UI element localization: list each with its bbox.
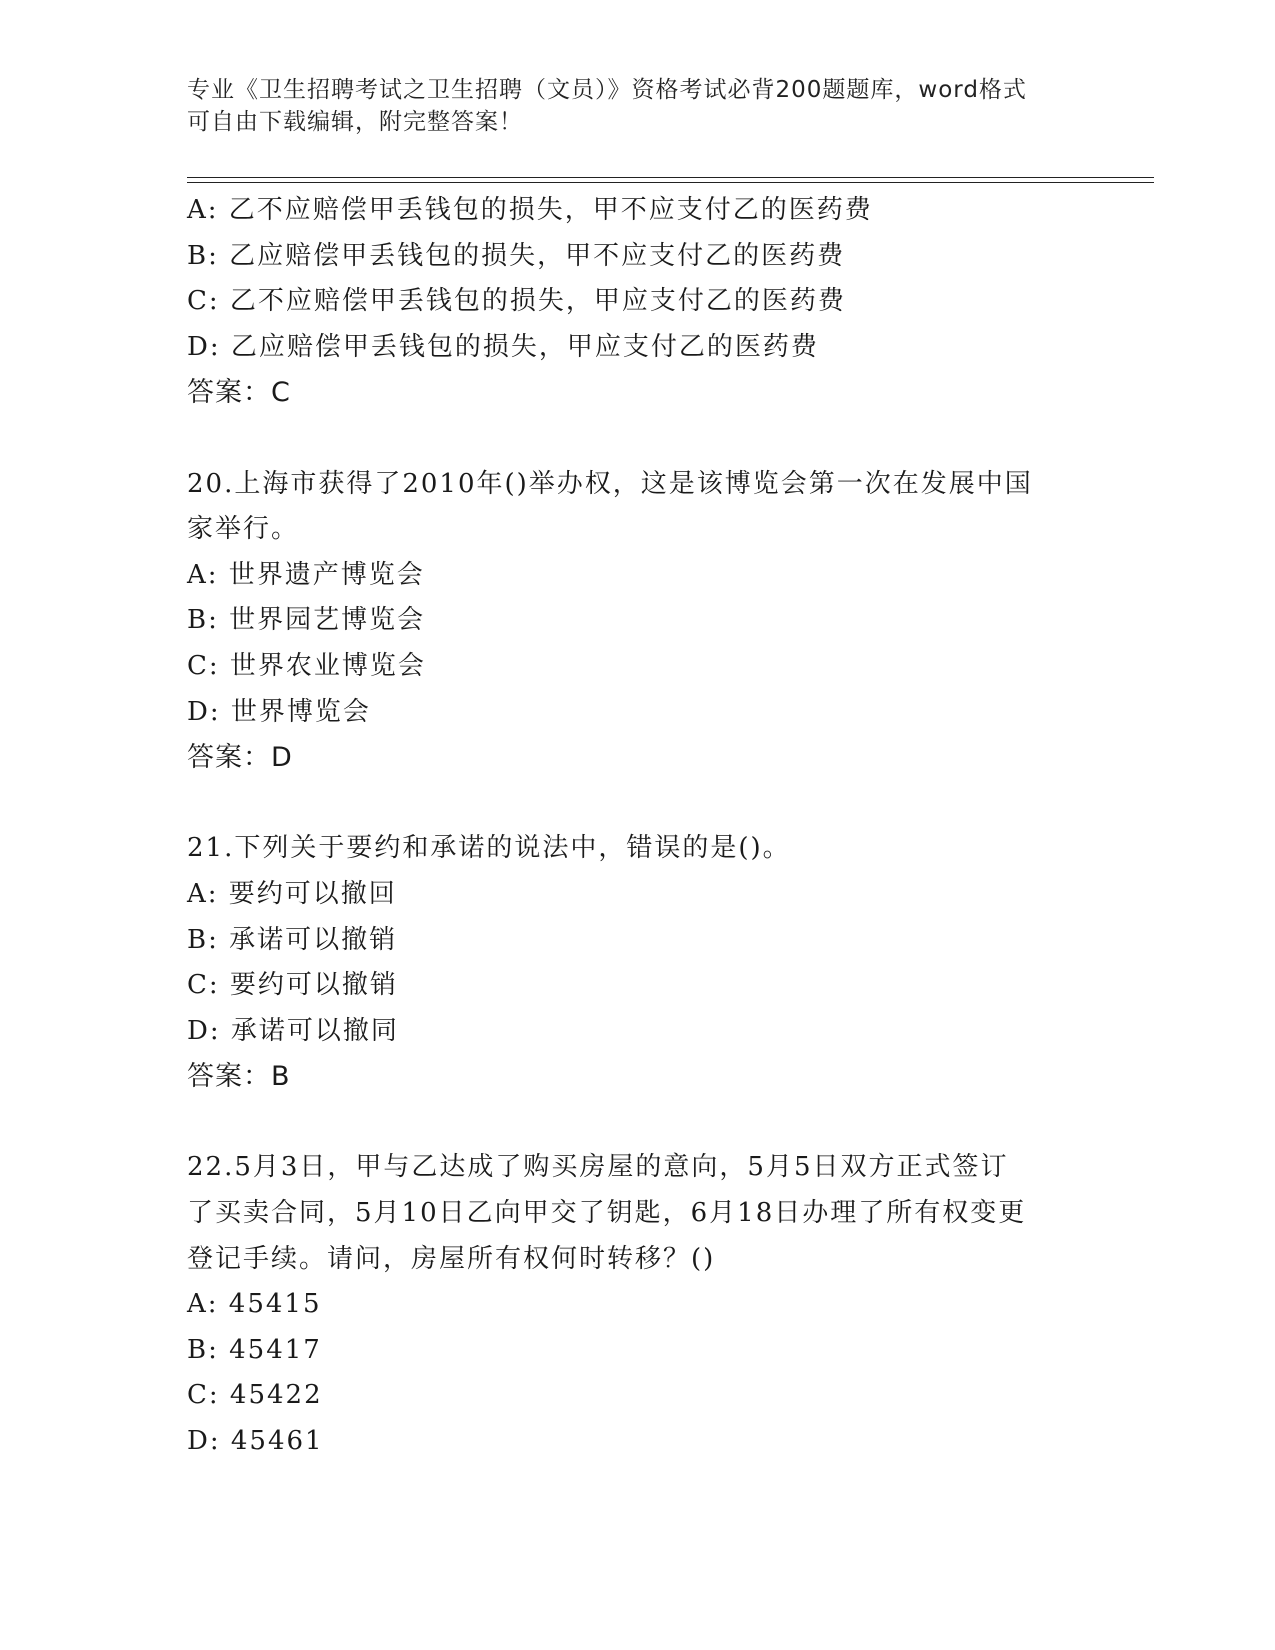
option-c: C: 世界农业博览会 — [187, 650, 426, 681]
question-stem-line-1: 22.5月3日，甲与乙达成了购买房屋的意向，5月5日双方正式签订 — [187, 1152, 1009, 1183]
question-stem-line-3: 登记手续。请问，房屋所有权何时转移？() — [187, 1243, 716, 1274]
header-line-2: 可自由下载编辑，附完整答案！ — [187, 109, 523, 135]
option-a: A: 乙不应赔偿甲丢钱包的损失，甲不应支付乙的医药费 — [187, 195, 873, 225]
option-a: A: 要约可以撤回 — [187, 878, 397, 909]
header-line-1: 专业《卫生招聘考试之卫生招聘（文员）》资格考试必背200题题库，word格式 — [187, 77, 1027, 103]
spacer — [187, 416, 1147, 462]
option-c: C: 要约可以撤销 — [187, 970, 398, 1001]
question-stem-line-1: 21.下列关于要约和承诺的说法中，错误的是()。 — [187, 833, 791, 864]
question-21 — [187, 826, 1147, 1100]
option-c: C: 乙不应赔偿甲丢钱包的损失，甲应支付乙的医药费 — [187, 286, 846, 317]
option-b: B: 乙应赔偿甲丢钱包的损失，甲不应支付乙的医药费 — [187, 240, 846, 271]
option-d: D: 乙应赔偿甲丢钱包的损失，甲应支付乙的医药费 — [187, 331, 819, 362]
option-a: A: 45415 — [187, 1289, 322, 1320]
question-22 — [187, 1145, 1147, 1464]
question-20 — [187, 462, 1147, 781]
option-a: A: 世界遗产博览会 — [187, 559, 425, 590]
option-c: C: 45422 — [187, 1380, 323, 1411]
option-b: B: 承诺可以撤销 — [187, 924, 398, 955]
spacer — [187, 781, 1147, 827]
option-d: D: 45461 — [187, 1426, 324, 1457]
answer-line: 答案：C — [187, 377, 291, 409]
option-d: D: 承诺可以撤同 — [187, 1015, 399, 1046]
spacer — [187, 1100, 1147, 1146]
question-stem-line-2: 了买卖合同，5月10日乙向甲交了钥匙，6月18日办理了所有权变更 — [187, 1198, 1027, 1229]
answer-line: 答案：D — [187, 742, 293, 774]
option-b: B: 世界园艺博览会 — [187, 605, 426, 636]
option-b: B: 45417 — [187, 1334, 322, 1365]
header-divider-bottom — [187, 182, 1154, 183]
question-stem-line-1: 20.上海市获得了2010年()举办权，这是该博览会第一次在发展中国 — [187, 468, 1033, 499]
answer-line: 答案：B — [187, 1061, 291, 1093]
option-d: D: 世界博览会 — [187, 696, 371, 727]
question-19 — [187, 188, 1147, 416]
header-divider-top — [187, 177, 1154, 178]
question-stem-line-2: 家举行。 — [187, 514, 300, 545]
question-list — [187, 188, 1147, 1465]
document-header — [187, 74, 1087, 138]
